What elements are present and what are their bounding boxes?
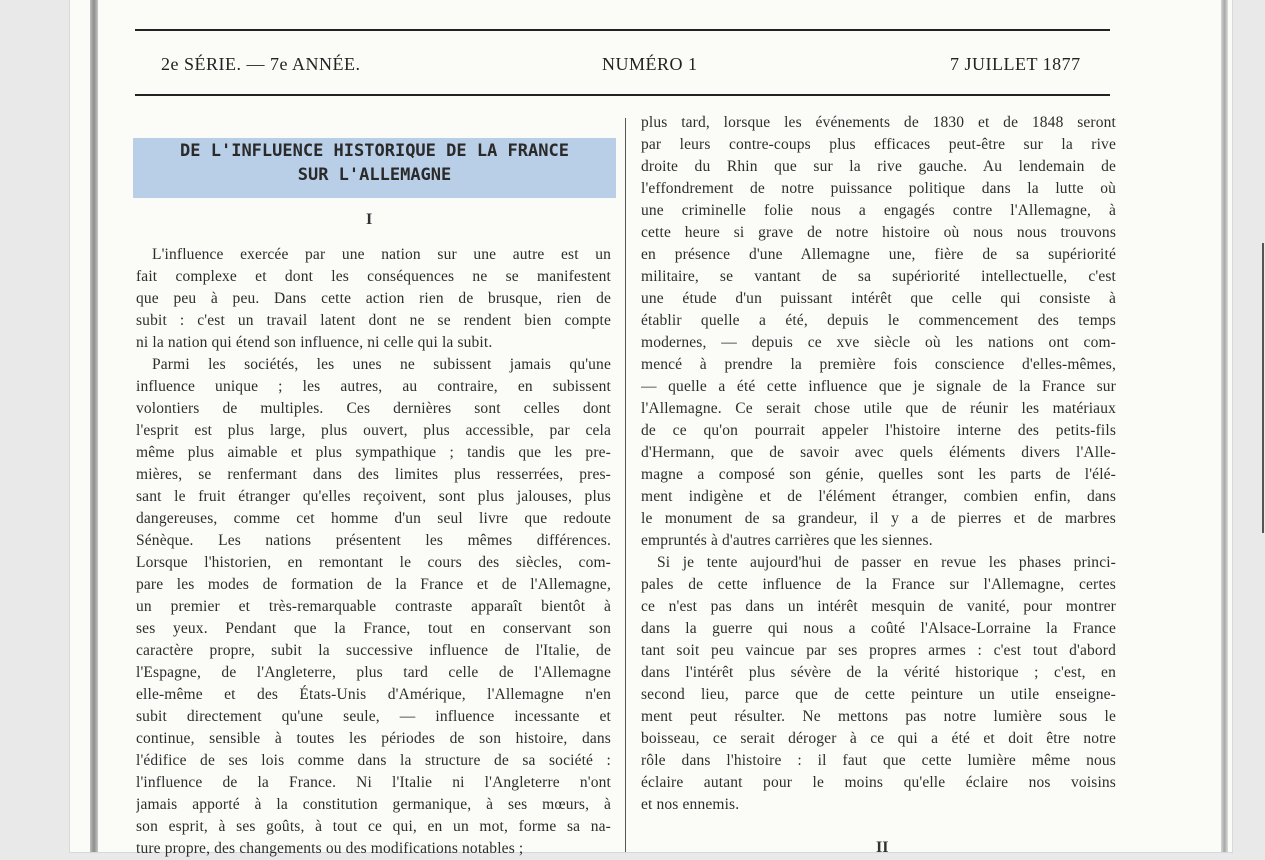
right-column-text [641, 112, 1116, 816]
text-line: dans la guerre qui nous a coûté l'Alsace-Lorraine la France [641, 620, 1116, 637]
text-line: subit directement qu'une seule, — influence incessante et [136, 708, 611, 725]
text-line: dans l'intérêt plus sévère de la vérité historique ; c'est, en [641, 664, 1116, 681]
article-title-line-1: DE L'INFLUENCE HISTORIQUE DE LA FRANCE [180, 141, 569, 161]
text-line: pales de cette influence de la France sur l'Allemagne, certes [641, 576, 1116, 593]
article-title-line-2: SUR L'ALLEMAGNE [297, 165, 452, 185]
text-line: influence unique ; les autres, au contraire, en subissent [136, 378, 611, 395]
text-line: fait complexe et dont les conséquences ne se manifestent [136, 268, 611, 285]
text-line: que peu à peu. Dans cette action rien de brusque, rien de [136, 290, 611, 307]
text-line: sant le fruit étranger qu'elles reçoivent, sont plus jalouses, plus [136, 488, 611, 505]
text-line: en présence d'une Allemagne une, fière de sa supériorité [641, 246, 1116, 263]
text-line: établir quelle a été, depuis le commencement des temps [641, 312, 1116, 329]
text-line: d'Hermann, que de savoir avec quels éléments divers l'Alle- [641, 444, 1116, 461]
text-line: et nos ennemis. [641, 796, 740, 813]
text-line: Si je tente aujourd'hui de passer en revue les phases princi- [657, 554, 1116, 571]
text-line: l'influence de la France. Ni l'Italie ni l'Angleterre n'ont [136, 774, 611, 791]
text-line: ce n'est pas dans un intérêt mesquin de vanité, pour montrer [641, 598, 1116, 615]
text-line: plus tard, lorsque les événements de 1830 et de 1848 seront [641, 114, 1116, 131]
text-line: l'Espagne, de l'Angleterre, plus tard celle de l'Allemagne [136, 664, 611, 681]
text-line: ture propre, des changements ou des modifications notables ; [136, 840, 524, 857]
text-line: empruntés à d'autres carrières que les siennes. [641, 532, 933, 549]
issue-date: 7 JUILLET 1877 [950, 54, 1081, 74]
issue-number: NUMÉRO 1 [602, 54, 698, 74]
text-line: militaire, se vantant de sa supériorité intellectuelle, c'est [641, 268, 1116, 285]
text-line: elle-même et des États-Unis d'Amérique, l'Allemagne n'en [136, 686, 611, 703]
text-line: une criminelle folie nous a engagés contre l'Allemagne, à [641, 202, 1116, 219]
article-title [133, 139, 616, 187]
text-line: l'Allemagne. Ce serait chose utile que de réunir les matériaux [641, 400, 1116, 417]
page-binding-shadow [90, 0, 98, 852]
text-line: tant soit peu vaincue par ses propres armes : c'est tout d'abord [641, 642, 1116, 659]
text-line: mencé à prendre la première fois conscience d'elles-mêmes, [641, 356, 1116, 373]
text-line: rôle dans l'histoire : il faut que cette lumière même nous [641, 752, 1116, 769]
text-line: de ce qu'on pourrait appeler l'histoire interne des petits-fils [641, 422, 1116, 439]
text-line: subit : c'est un travail latent dont ne se rendent bien compte [136, 312, 611, 329]
column-divider [625, 118, 626, 852]
page-right-shadow [1221, 0, 1228, 852]
text-line: l'esprit est plus large, plus ouvert, plus accessible, par cela [136, 422, 611, 439]
text-line: l'édifice de ses lois comme dans la structure de sa société : [136, 752, 611, 769]
text-line: même plus aimable et plus sympathique ; tandis que les pre- [136, 444, 611, 461]
text-line: Parmi les sociétés, les unes ne subissent jamais qu'une [152, 356, 611, 373]
text-line: un premier et très-remarquable contraste apparaît bientôt à [136, 598, 611, 615]
text-line: dangereuses, comme cet homme d'un seul livre que redoute [136, 510, 611, 527]
text-line: ment indigène et de l'élément étranger, combien enfin, dans [641, 488, 1116, 505]
text-line: ni la nation qui étend son influence, ni celle qui la subit. [136, 334, 493, 351]
text-line: — quelle a été cette influence que je signale de la France sur [641, 378, 1116, 395]
text-line: cette heure si grave de notre histoire où nous nous trouvons [641, 224, 1116, 241]
text-line: jamais apporté à la constitution germanique, à ses mœurs, à [136, 796, 611, 813]
section-number-1: I [366, 211, 373, 228]
header-top-rule [135, 29, 1110, 31]
text-line: boisseau, ce serait déroger à ce qui a été et doit être notre [641, 730, 1116, 747]
text-line: éclaire autant pour le moins qu'elle éclaire nos voisins [641, 774, 1116, 791]
text-line: L'influence exercée par une nation sur une autre est un [152, 246, 611, 263]
scrollbar-thumb[interactable] [1262, 243, 1264, 533]
text-line: l'effondrement de notre puissance politique dans la lutte où [641, 180, 1116, 197]
text-line: magne a composé son génie, quelles sont les parts de l'élé- [641, 466, 1116, 483]
text-line: ses yeux. Pendant que la France, tout en conservant son [136, 620, 611, 637]
text-line: continue, sensible à toutes les périodes de son histoire, dans [136, 730, 611, 747]
left-column-text [136, 244, 611, 860]
text-line: mières, se renfermant dans des limites plus resserrées, pres- [136, 466, 611, 483]
text-line: second lieu, parce que de cette peinture un utile enseigne- [641, 686, 1116, 703]
text-line: pare les modes de formation de la France et de l'Allemagne, [136, 576, 611, 593]
text-line: modernes, — depuis ce xve siècle où les nations ont com- [641, 334, 1116, 351]
text-line: une étude d'un puissant intérêt que celle qui consiste à [641, 290, 1116, 307]
text-line: par leurs contre-coups plus efficaces peut-être sur la rive [641, 136, 1116, 153]
text-line: Lorsque l'historien, en remontant le cours des siècles, com- [136, 554, 611, 571]
text-line: ment peut résulter. Ne mettons pas notre lumière sous le [641, 708, 1116, 725]
text-line: droite du Rhin que sur la rive gauche. Au lendemain de [641, 158, 1116, 175]
text-line: volontiers de multiples. Ces dernières sont celles dont [136, 400, 611, 417]
section-number-2: II [876, 839, 889, 856]
text-line: Sénèque. Les nations présentent les mêmes différences. [136, 532, 611, 549]
text-line: le monument de sa grandeur, il y a de pierres et de marbres [641, 510, 1116, 527]
text-line: son esprit, à ses goûts, à tout ce qui, en un mot, forme sa na- [136, 818, 611, 835]
series-label: 2e SÉRIE. — 7e ANNÉE. [161, 54, 361, 74]
text-line: caractère propre, subit la successive influence de l'Italie, de [136, 642, 611, 659]
header-bottom-rule [135, 94, 1110, 96]
